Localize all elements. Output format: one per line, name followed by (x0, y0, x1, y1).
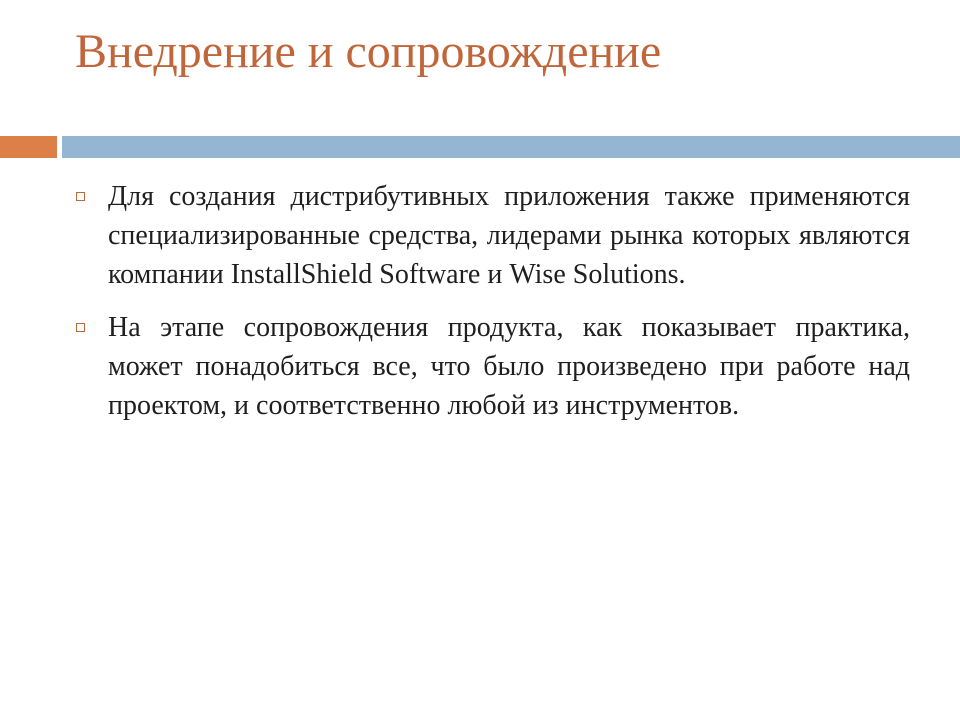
accent-bar-orange (0, 136, 57, 158)
bullet-text: Для создания дистрибутивных приложения также применяются специализированные средства, лидерами рынка которых являются компании InstallShield Software и Wise Solutions. (108, 181, 910, 290)
bullet-item (76, 308, 910, 425)
accent-bar-blue (62, 136, 960, 158)
bullet-item (76, 177, 910, 294)
slide-title: Внедрение и сопровождение (75, 25, 662, 78)
bullet-list (76, 177, 910, 439)
hollow-square-icon (76, 323, 85, 332)
bullet-text: На этапе сопровождения продукта, как показывает практика, может понадобиться все, что было произведено при работе над проектом, и соответственно любой из инструментов. (108, 312, 910, 421)
hollow-square-icon (76, 192, 85, 201)
